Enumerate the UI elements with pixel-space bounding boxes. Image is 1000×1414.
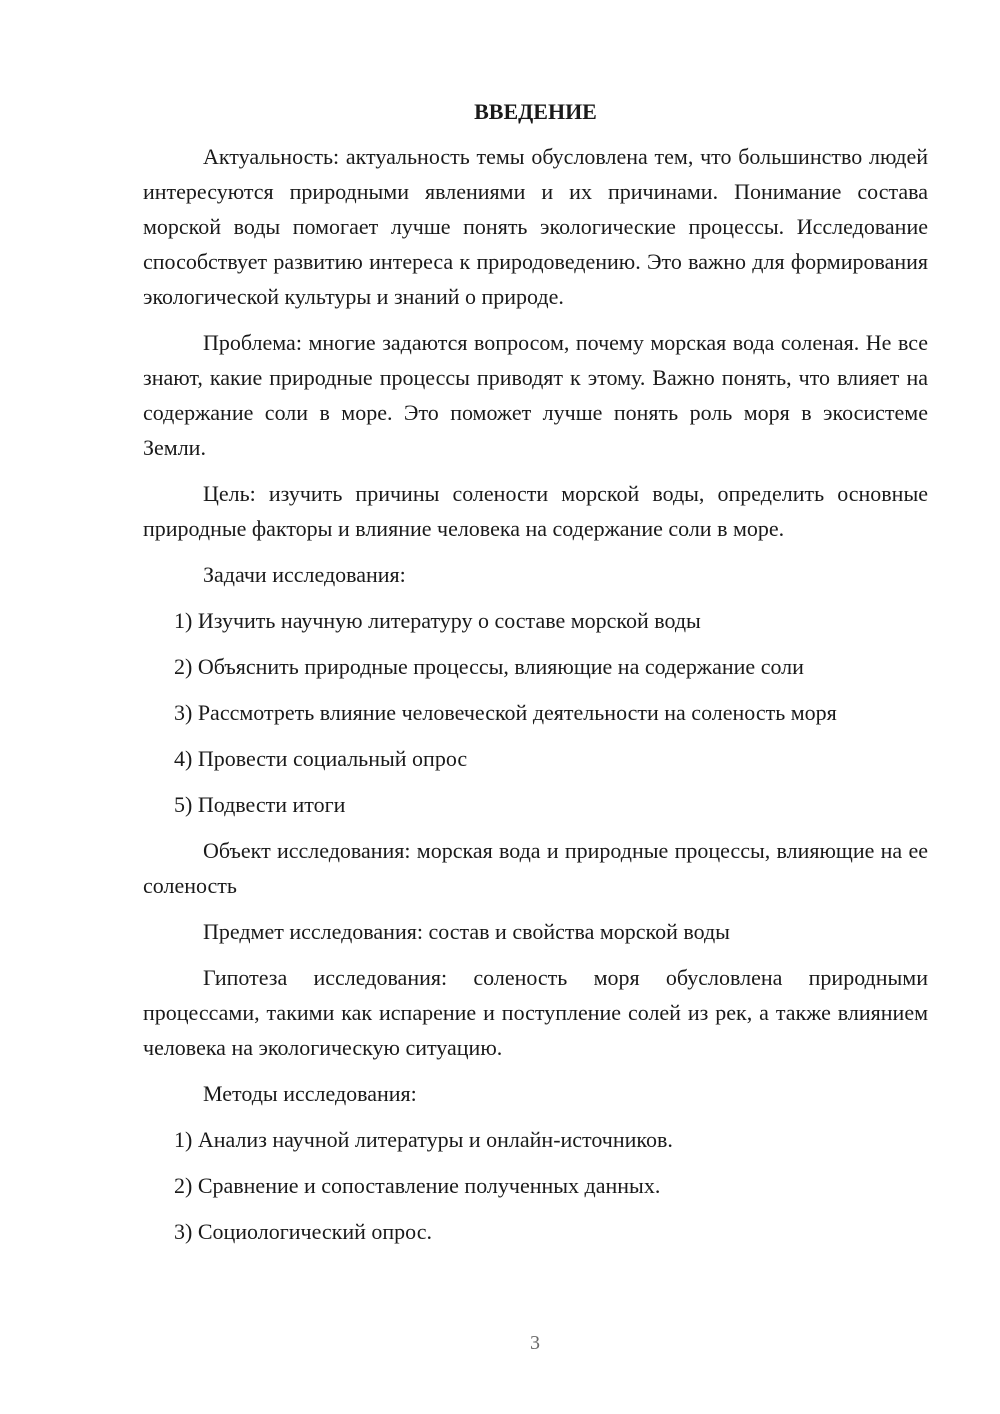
section-title: ВВЕДЕНИЕ (474, 99, 597, 124)
tasks-list (143, 603, 928, 822)
relevance-paragraph: Актуальность: актуальность темы обусловлена тем, что большинство людей интересуются природными явлениями и их причинами. Понимание состава морской воды помогает лучше понять экологические процессы. Исследование способствует развитию интереса к природоведению. Это важно для формирования экологической культуры и знаний о природе. (143, 144, 928, 309)
subject-paragraph: Предмет исследования: состав и свойства морской воды (203, 919, 730, 944)
task-item: 2) Объяснить природные процессы, влияющие на содержание соли (174, 654, 804, 679)
methods-heading: Методы исследования: (203, 1081, 417, 1106)
goal-paragraph: Цель: изучить причины солености морской воды, определить основные природные факторы и влияние человека на содержание соли в море. (143, 481, 928, 541)
problem-paragraph: Проблема: многие задаются вопросом, почему морская вода соленая. Не все знают, какие природные процессы приводят к этому. Важно понять, что влияет на содержание соли в море. Это поможет лучше понять роль моря в экосистеме Земли. (143, 330, 928, 460)
method-item: 1) Анализ научной литературы и онлайн-источников. (174, 1127, 673, 1152)
methods-list (143, 1122, 928, 1249)
task-item: 1) Изучить научную литературу о составе морской воды (174, 608, 701, 633)
hypothesis-paragraph: Гипотеза исследования: соленость моря обусловлена природными процессами, такими как испарение и поступление солей из рек, а также влиянием человека на экологическую ситуацию. (143, 965, 928, 1060)
task-item: 4) Провести социальный опрос (174, 746, 468, 771)
page-content (143, 94, 928, 1260)
object-paragraph: Объект исследования: морская вода и природные процессы, влияющие на ее соленость (143, 838, 928, 898)
method-item: 2) Сравнение и сопоставление полученных данных. (174, 1173, 661, 1198)
task-item: 3) Рассмотреть влияние человеческой деятельности на соленость моря (174, 700, 837, 725)
method-item: 3) Социологический опрос. (174, 1219, 432, 1244)
task-item: 5) Подвести итоги (174, 792, 346, 817)
page-number: 3 (530, 1332, 540, 1354)
tasks-heading: Задачи исследования: (203, 562, 406, 587)
